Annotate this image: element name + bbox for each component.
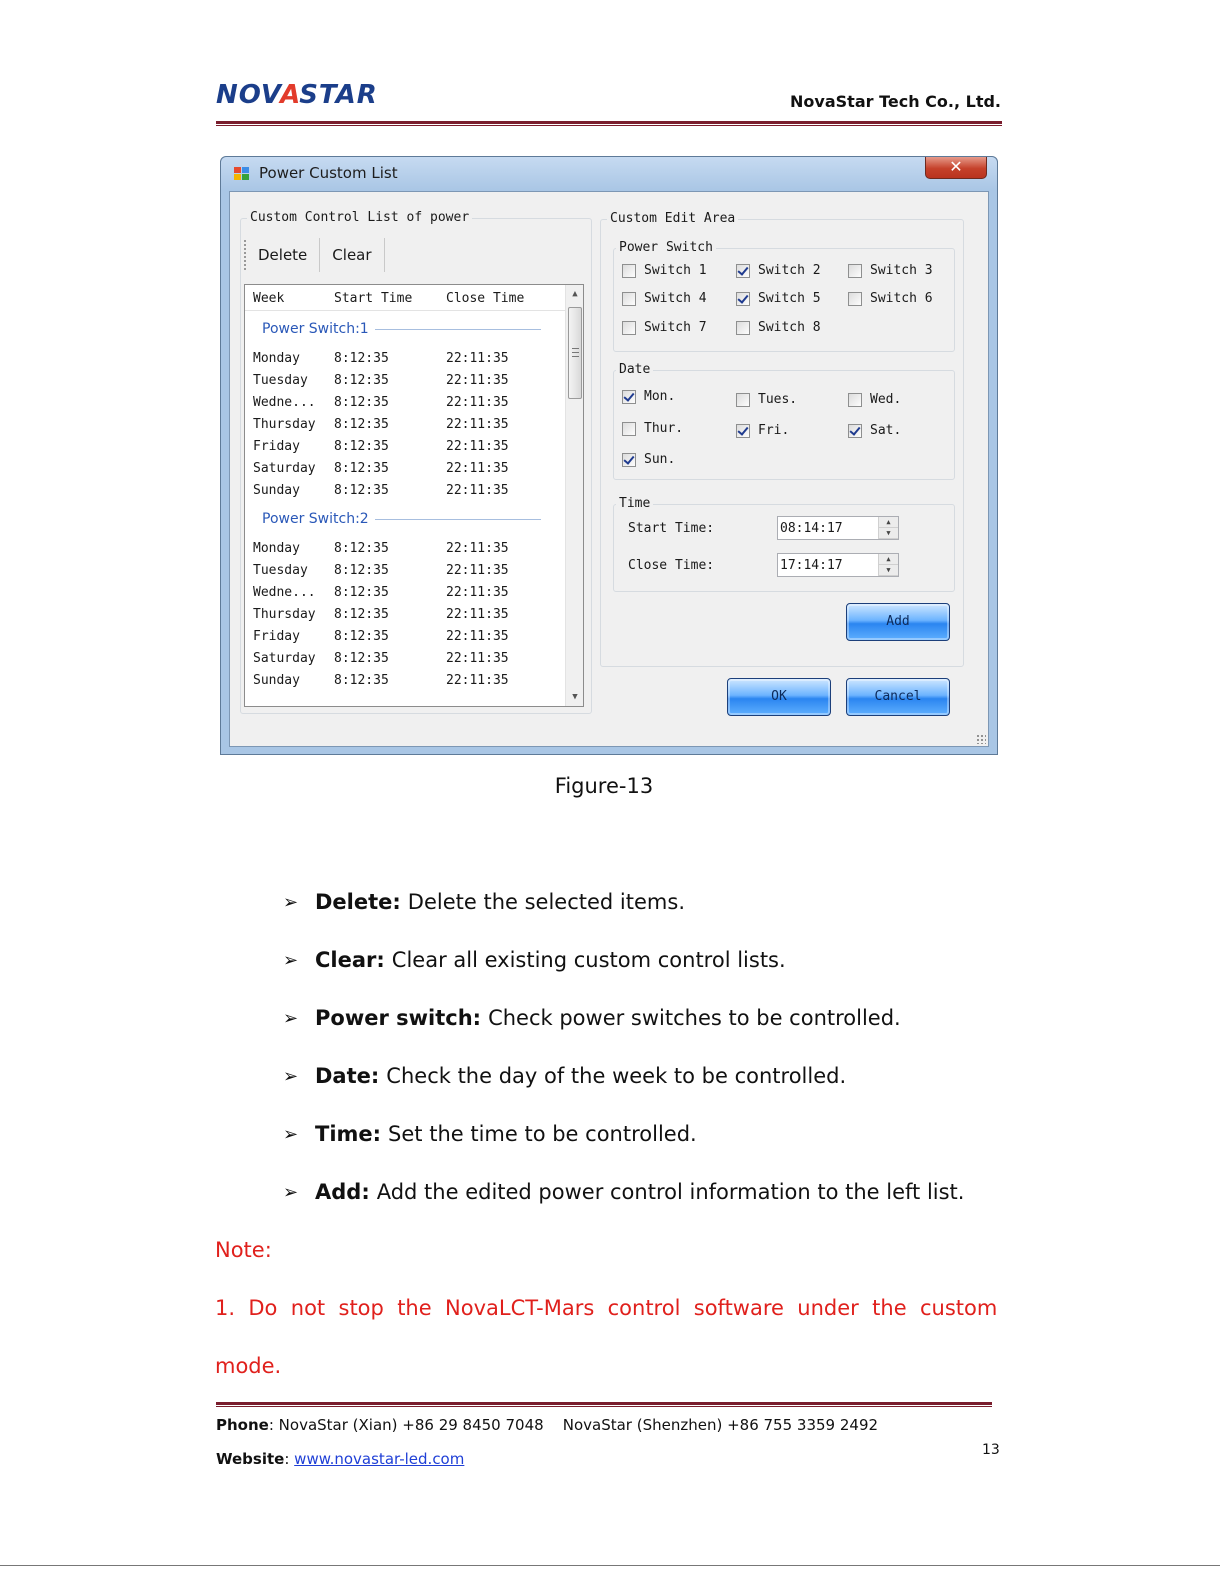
close-time-cell: 22:11:35 xyxy=(446,629,509,644)
close-time-cell: 22:11:35 xyxy=(446,439,509,454)
bullet-text: Check the day of the week to be controlled. xyxy=(386,1064,847,1088)
bullet-term: Time: xyxy=(315,1122,382,1146)
checkbox-box[interactable] xyxy=(736,321,750,335)
week-cell: Saturday xyxy=(253,651,316,666)
sun-checkbox[interactable] xyxy=(622,452,675,467)
website-link[interactable]: www.novastar-led.com xyxy=(294,1450,465,1468)
close-button[interactable]: ✕ xyxy=(925,157,987,179)
week-cell: Tuesday xyxy=(253,373,308,388)
list-group-header xyxy=(262,511,541,527)
list-item[interactable] xyxy=(253,459,553,481)
checkbox-box[interactable] xyxy=(622,422,636,436)
checkbox-box[interactable] xyxy=(622,321,636,335)
bullet-arrow-icon: ➢ xyxy=(283,1181,299,1203)
close-time-input[interactable] xyxy=(777,553,899,577)
list-item[interactable] xyxy=(253,349,553,371)
scroll-down-arrow-icon[interactable]: ▼ xyxy=(572,692,578,702)
checkbox-label: Switch 3 xyxy=(870,263,933,278)
list-item[interactable] xyxy=(253,583,553,605)
bullet-text: Check power switches to be controlled. xyxy=(488,1006,901,1030)
start-time-cell: 8:12:35 xyxy=(334,607,389,622)
website-label: Website xyxy=(216,1450,285,1468)
group-name: Power Switch:1 xyxy=(262,321,369,337)
week-cell: Sunday xyxy=(253,673,300,688)
column-start-time[interactable]: Start Time xyxy=(334,291,413,306)
switch-1-checkbox[interactable] xyxy=(622,263,707,278)
bullet-time xyxy=(283,1122,697,1146)
bullet-power-switch xyxy=(283,1006,901,1030)
checkbox-label: Switch 6 xyxy=(870,291,933,306)
bullet-delete xyxy=(283,890,685,914)
checkbox-label: Switch 5 xyxy=(758,291,821,306)
list-toolbar xyxy=(244,238,395,272)
checkbox-label: Switch 2 xyxy=(758,263,821,278)
close-time-cell: 22:11:35 xyxy=(446,673,509,688)
list-item[interactable] xyxy=(253,415,553,437)
close-time-value: 17:14:17 xyxy=(780,558,843,573)
bullet-text: Set the time to be controlled. xyxy=(388,1122,697,1146)
website-separator: : xyxy=(284,1450,295,1468)
week-cell: Friday xyxy=(253,629,300,644)
header-rule-thin xyxy=(216,125,1002,126)
switch-6-checkbox[interactable] xyxy=(848,291,933,306)
note-line-2: mode. xyxy=(215,1354,282,1378)
week-cell: Friday xyxy=(253,439,300,454)
cancel-button[interactable]: Cancel xyxy=(846,678,950,716)
switch-5-checkbox[interactable] xyxy=(736,291,821,306)
week-cell: Monday xyxy=(253,351,300,366)
bullet-arrow-icon: ➢ xyxy=(283,949,299,971)
phone-label: Phone xyxy=(216,1416,269,1434)
bullet-text: Clear all existing custom control lists. xyxy=(391,948,786,972)
note-title: Note: xyxy=(215,1238,272,1262)
bullet-date xyxy=(283,1064,846,1088)
logo-suffix: STAR xyxy=(299,80,378,110)
spin-down-icon: ▼ xyxy=(879,565,898,576)
week-cell: Wedne... xyxy=(253,395,316,410)
start-time-cell: 8:12:35 xyxy=(334,439,389,454)
clear-button[interactable]: Clear xyxy=(330,238,384,272)
fri-checkbox[interactable] xyxy=(736,423,789,438)
bullet-arrow-icon: ➢ xyxy=(283,1123,299,1145)
bullet-add xyxy=(283,1180,964,1204)
close-time-label: Close Time: xyxy=(628,558,715,573)
dialog-titlebar xyxy=(221,157,997,191)
close-time-cell: 22:11:35 xyxy=(446,607,509,622)
start-time-input[interactable] xyxy=(777,516,899,540)
week-cell: Sunday xyxy=(253,483,300,498)
week-cell: Thursday xyxy=(253,417,316,432)
checkbox-box[interactable] xyxy=(848,264,862,278)
close-time-cell: 22:11:35 xyxy=(446,585,509,600)
checkbox-box[interactable] xyxy=(622,264,636,278)
start-time-cell: 8:12:35 xyxy=(334,461,389,476)
logo-mark: A xyxy=(280,80,302,110)
checkbox-label: Sat. xyxy=(870,423,902,438)
start-time-cell: 8:12:35 xyxy=(334,673,389,688)
delete-button[interactable]: Delete xyxy=(256,238,320,272)
list-item[interactable] xyxy=(253,671,553,693)
list-item[interactable] xyxy=(253,627,553,649)
checkbox-box[interactable] xyxy=(736,393,750,407)
start-time-value: 08:14:17 xyxy=(780,521,843,536)
list-scrollbar[interactable] xyxy=(565,285,583,706)
page-number: 13 xyxy=(982,1442,1000,1458)
list-item[interactable] xyxy=(253,539,553,561)
checkbox-box[interactable] xyxy=(622,292,636,306)
checkbox-box[interactable] xyxy=(622,453,636,467)
start-time-cell: 8:12:35 xyxy=(334,629,389,644)
spin-down-icon: ▼ xyxy=(879,528,898,539)
scroll-thumb[interactable] xyxy=(568,307,582,399)
footer-phone xyxy=(216,1416,878,1434)
close-time-cell: 22:11:35 xyxy=(446,483,509,498)
checkbox-label: Switch 1 xyxy=(644,263,707,278)
list-item[interactable] xyxy=(253,393,553,415)
sat-checkbox[interactable] xyxy=(848,423,901,438)
week-cell: Thursday xyxy=(253,607,316,622)
close-time-cell: 22:11:35 xyxy=(446,395,509,410)
start-time-cell: 8:12:35 xyxy=(334,585,389,600)
start-time-spinner[interactable] xyxy=(878,517,898,539)
company-name: NovaStar Tech Co., Ltd. xyxy=(790,92,1001,111)
note-line-1: 1. Do not stop the NovaLCT-Mars control software under the custom xyxy=(215,1296,998,1320)
switch-3-checkbox[interactable] xyxy=(848,263,933,278)
switch-8-checkbox[interactable] xyxy=(736,320,821,335)
checkbox-label: Sun. xyxy=(644,452,676,467)
mon-checkbox[interactable] xyxy=(622,389,675,404)
checkbox-box[interactable] xyxy=(736,264,750,278)
dialog-title: Power Custom List xyxy=(259,164,398,182)
thur-checkbox[interactable] xyxy=(622,421,683,436)
bullet-arrow-icon: ➢ xyxy=(283,1007,299,1029)
footer-rule xyxy=(216,1402,992,1405)
close-time-spinner[interactable] xyxy=(878,554,898,576)
checkbox-box[interactable] xyxy=(736,292,750,306)
date-title: Date xyxy=(616,362,653,377)
novastar-logo xyxy=(216,80,378,110)
custom-edit-area-title: Custom Edit Area xyxy=(607,211,738,226)
figure-caption: Figure-13 xyxy=(554,774,654,798)
close-time-cell: 22:11:35 xyxy=(446,651,509,666)
column-week[interactable]: Week xyxy=(253,291,285,306)
switch-2-checkbox[interactable] xyxy=(736,263,821,278)
bullet-term: Delete: xyxy=(315,890,401,914)
tues-checkbox[interactable] xyxy=(736,392,797,407)
close-time-cell: 22:11:35 xyxy=(446,417,509,432)
close-time-cell: 22:11:35 xyxy=(446,563,509,578)
checkbox-box[interactable] xyxy=(848,424,862,438)
bullet-arrow-icon: ➢ xyxy=(283,1065,299,1087)
start-time-cell: 8:12:35 xyxy=(334,395,389,410)
scroll-up-arrow-icon[interactable]: ▲ xyxy=(572,289,578,299)
power-custom-list-dialog xyxy=(220,156,998,755)
close-time-cell: 22:11:35 xyxy=(446,461,509,476)
checkbox-label: Thur. xyxy=(644,421,684,436)
start-time-label: Start Time: xyxy=(628,521,715,536)
toolbar-grip xyxy=(244,240,246,270)
checkbox-label: Mon. xyxy=(644,389,676,404)
checkbox-label: Fri. xyxy=(758,423,790,438)
custom-control-list-title: Custom Control List of power xyxy=(247,210,472,225)
resize-grip-icon[interactable] xyxy=(976,734,986,744)
wed-checkbox[interactable] xyxy=(848,392,901,407)
list-item[interactable] xyxy=(253,481,553,503)
page-bottom-line xyxy=(0,1565,1220,1566)
bullet-arrow-icon: ➢ xyxy=(283,891,299,913)
checkbox-label: Switch 8 xyxy=(758,320,821,335)
bullet-text: Add the edited power control information to the left list. xyxy=(376,1180,965,1204)
week-cell: Monday xyxy=(253,541,300,556)
logo-prefix: NOV xyxy=(216,80,283,110)
bullet-term: Add: xyxy=(315,1180,370,1204)
close-time-cell: 22:11:35 xyxy=(446,373,509,388)
close-time-cell: 22:11:35 xyxy=(446,351,509,366)
power-switch-title: Power Switch xyxy=(616,240,716,255)
footer-website xyxy=(216,1450,464,1468)
switch-4-checkbox[interactable] xyxy=(622,291,707,306)
list-item[interactable] xyxy=(253,437,553,459)
power-control-list[interactable] xyxy=(244,284,584,707)
column-close-time[interactable]: Close Time xyxy=(446,291,525,306)
bullet-clear xyxy=(283,948,786,972)
spin-up-icon: ▲ xyxy=(879,517,898,528)
bullet-term: Power switch: xyxy=(315,1006,482,1030)
start-time-cell: 8:12:35 xyxy=(334,651,389,666)
list-item[interactable] xyxy=(253,605,553,627)
bullet-term: Date: xyxy=(315,1064,380,1088)
checkbox-box[interactable] xyxy=(848,292,862,306)
phone-text: : NovaStar (Xian) +86 29 8450 7048 NovaStar (Shenzhen) +86 755 3359 2492 xyxy=(268,1416,879,1434)
start-time-cell: 8:12:35 xyxy=(334,541,389,556)
group-divider xyxy=(375,329,541,330)
bullet-term: Clear: xyxy=(315,948,385,972)
checkbox-box[interactable] xyxy=(622,390,636,404)
app-icon xyxy=(234,167,250,181)
list-group-header xyxy=(262,321,541,337)
switch-7-checkbox[interactable] xyxy=(622,320,707,335)
start-time-cell: 8:12:35 xyxy=(334,417,389,432)
start-time-cell: 8:12:35 xyxy=(334,563,389,578)
list-item[interactable] xyxy=(253,371,553,393)
add-button[interactable]: Add xyxy=(846,603,950,641)
dialog-client-area xyxy=(229,191,989,747)
ok-button[interactable]: OK xyxy=(727,678,831,716)
close-time-cell: 22:11:35 xyxy=(446,541,509,556)
start-time-cell: 8:12:35 xyxy=(334,373,389,388)
group-name: Power Switch:2 xyxy=(262,511,369,527)
checkbox-box[interactable] xyxy=(736,424,750,438)
bullet-text: Delete the selected items. xyxy=(407,890,685,914)
checkbox-box[interactable] xyxy=(848,393,862,407)
week-cell: Saturday xyxy=(253,461,316,476)
checkbox-label: Wed. xyxy=(870,392,902,407)
week-cell: Wedne... xyxy=(253,585,316,600)
time-title: Time xyxy=(616,496,653,511)
header-rule xyxy=(216,121,1002,124)
start-time-cell: 8:12:35 xyxy=(334,483,389,498)
list-item[interactable] xyxy=(253,649,553,671)
checkbox-label: Switch 7 xyxy=(644,320,707,335)
week-cell: Tuesday xyxy=(253,563,308,578)
list-item[interactable] xyxy=(253,561,553,583)
spin-up-icon: ▲ xyxy=(879,554,898,565)
start-time-cell: 8:12:35 xyxy=(334,351,389,366)
footer-rule-thin xyxy=(216,1406,992,1407)
checkbox-label: Tues. xyxy=(758,392,798,407)
checkbox-label: Switch 4 xyxy=(644,291,707,306)
list-header xyxy=(245,285,565,311)
group-divider xyxy=(375,519,541,520)
